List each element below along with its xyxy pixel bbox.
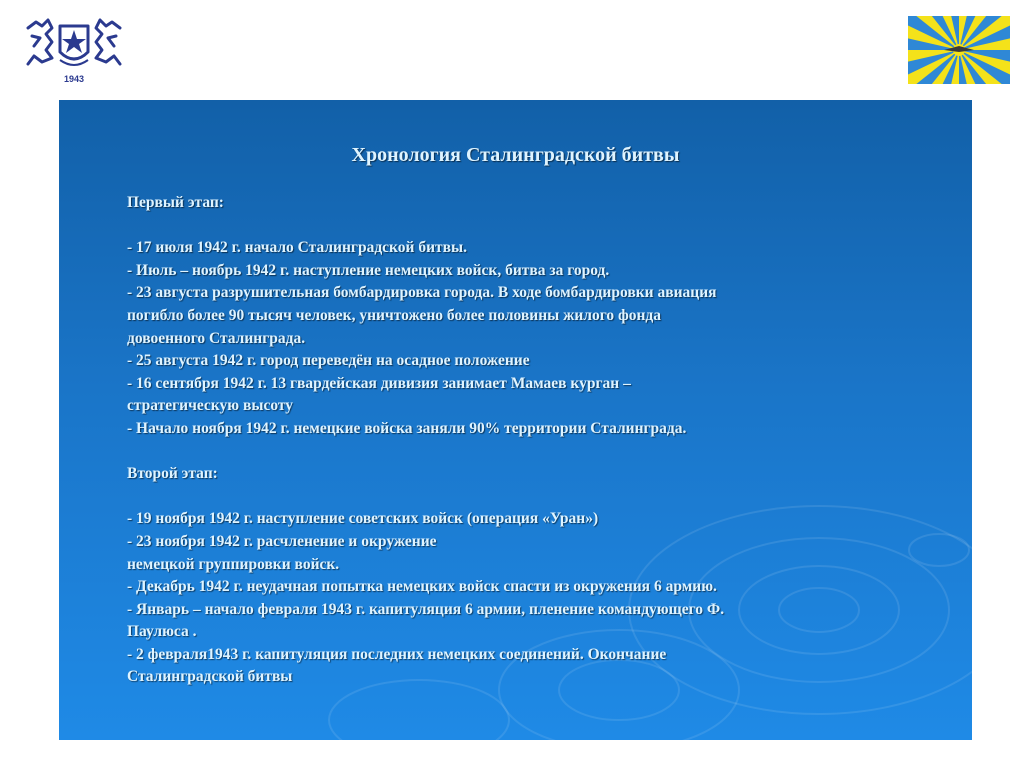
air-force-flag (908, 16, 1010, 84)
university-emblem-icon (22, 12, 126, 86)
stage2-heading: Второй этап: (127, 465, 218, 483)
logo-year: 1943 (63, 74, 85, 84)
timeline-line: - 25 августа 1942 г. город переведён на осадное положение (127, 352, 530, 370)
slide-title: Хронология Сталинградской битвы (351, 144, 680, 166)
timeline-line: - Январь – начало февраля 1943 г. капитуляция 6 армии, пленение командующего Ф. (127, 600, 725, 618)
timeline-line: - Июль – ноябрь 1942 г. наступление немецких войск, битва за город. (127, 261, 610, 279)
timeline-line: Сталинградской битвы (127, 668, 293, 686)
timeline-line: довоенного Сталинграда. (127, 329, 306, 347)
timeline-line: - 2 февраля1943 г. капитуляция последних немецких соединений. Окончание (127, 645, 667, 663)
timeline-line: Паулюса . (127, 623, 197, 641)
university-logo (22, 12, 126, 86)
slide-content (127, 192, 947, 689)
stage2-list (127, 508, 947, 689)
timeline-line: стратегическую высоту (127, 397, 294, 415)
timeline-line: - 23 августа разрушительная бомбардировка города. В ходе бомбардировки авиация (127, 284, 717, 302)
timeline-line: - 17 июля 1942 г. начало Сталинградской битвы. (127, 239, 467, 257)
stage1-list (127, 237, 947, 440)
timeline-line: немецкой группировки войск. (127, 555, 340, 573)
air-force-flag-icon (908, 16, 1010, 84)
stage1-heading: Первый этап: (127, 194, 224, 211)
timeline-line: - 16 сентября 1942 г. 13 гвардейская дивизия занимает Мамаев курган – (127, 374, 631, 392)
slide-panel (59, 100, 972, 740)
timeline-line: погибло более 90 тысяч человек, уничтожено более половины жилого фонда (127, 306, 661, 324)
timeline-line: - Декабрь 1942 г. неудачная попытка немецких войск спасти из окружения 6 армию. (127, 578, 717, 596)
timeline-line: - 19 ноября 1942 г. наступление советских войск (операция «Уран») (127, 510, 599, 528)
timeline-line: - Начало ноября 1942 г. немецкие войска заняли 90% территории Сталинграда. (127, 419, 687, 437)
timeline-line: - 23 ноября 1942 г. расчленение и окружение (127, 532, 437, 550)
